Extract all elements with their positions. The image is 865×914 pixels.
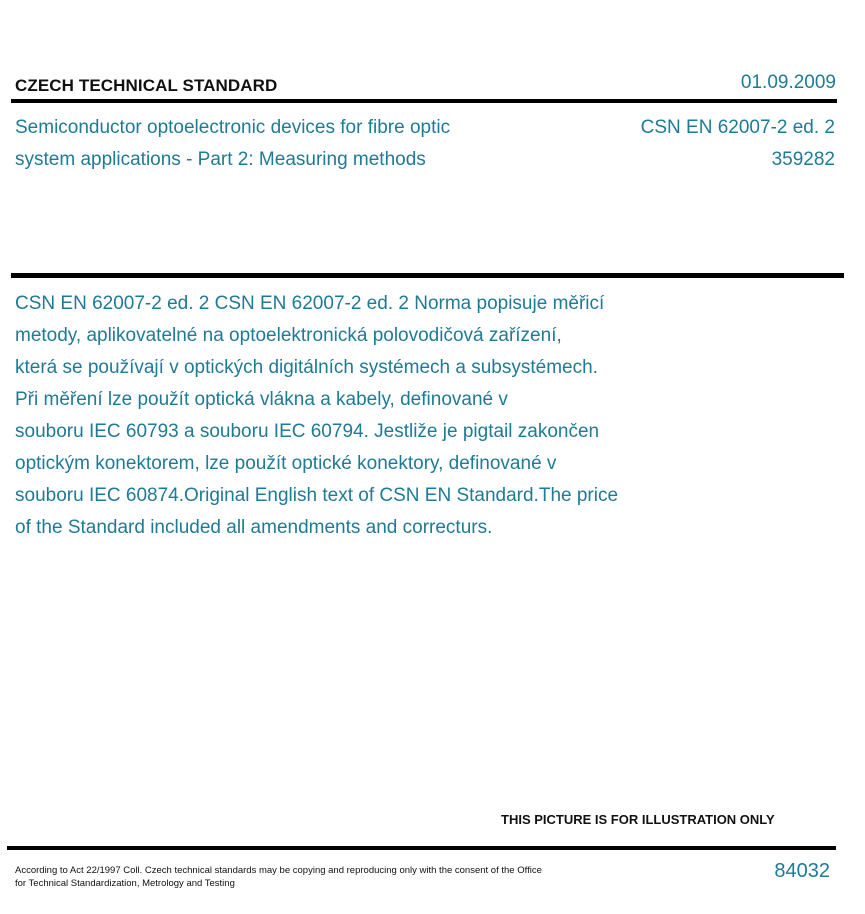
description-line: of the Standard included all amendments and correcturs. — [15, 517, 493, 538]
description-line: metody, aplikovatelné na optoelektronická polovodičová zařízení, — [15, 325, 562, 346]
description-line: Při měření lze použít optická vlákna a kabely, definované v — [15, 389, 508, 410]
standard-description — [15, 288, 715, 544]
description-line: která se používají v optických digitálních systémech a subsystémech. — [15, 357, 598, 378]
description-line: optickým konektorem, lze použít optické konektory, definované v — [15, 453, 557, 474]
footer-divider — [7, 846, 836, 850]
standard-title-line-1: Semiconductor optoelectronic devices for fibre optic — [15, 117, 451, 138]
standard-title-line-2: system applications - Part 2: Measuring methods — [15, 149, 426, 170]
title-divider — [11, 273, 844, 278]
description-line: souboru IEC 60874.Original English text of CSN EN Standard.The price — [15, 485, 619, 506]
legal-notice-line-1: According to Act 22/1997 Coll. Czech technical standards may be copying and reproducing only with the consent of the Office — [15, 865, 542, 876]
legal-notice — [15, 864, 542, 890]
document-type-label: CZECH TECHNICAL STANDARD — [15, 76, 278, 95]
catalog-number: 359282 — [771, 149, 835, 170]
legal-notice-line-2: for Technical Standardization, Metrology and Testing — [15, 878, 235, 889]
header-divider — [11, 99, 837, 103]
publication-date: 01.09.2009 — [740, 72, 836, 93]
footer-number: 84032 — [774, 860, 830, 882]
illustration-disclaimer: THIS PICTURE IS FOR ILLUSTRATION ONLY — [501, 812, 775, 827]
standard-code: CSN EN 62007-2 ed. 2 — [640, 117, 835, 138]
description-line: CSN EN 62007-2 ed. 2 CSN EN 62007-2 ed. 2 Norma popisuje měřicí — [15, 293, 605, 314]
description-line: souboru IEC 60793 a souboru IEC 60794. Jestliže je pigtail zakončen — [15, 421, 600, 442]
